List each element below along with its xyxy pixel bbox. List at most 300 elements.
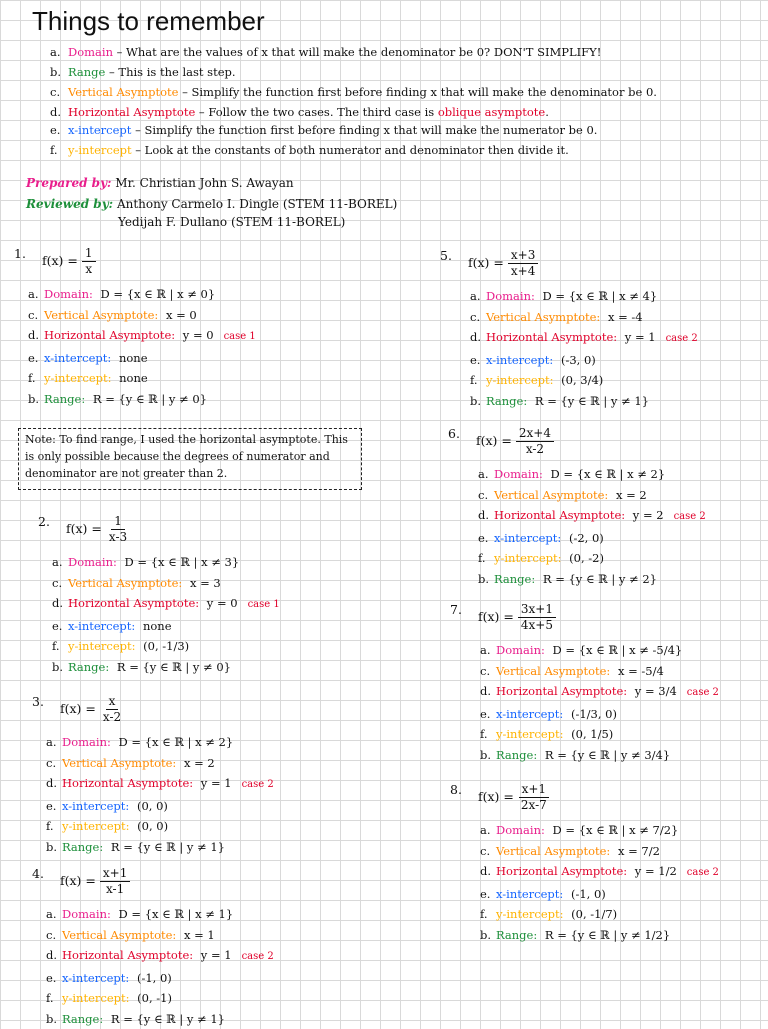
yint-label: y-intercept: xyxy=(496,907,564,921)
yint-value: (0, 3/4) xyxy=(558,373,604,387)
domain-value: D = {x ∈ ℝ | x ≠ 2} xyxy=(115,735,233,749)
guide-letter: c. xyxy=(50,84,68,100)
row-ha xyxy=(28,325,256,348)
ha-value: y = 0 xyxy=(203,596,237,610)
guide-line-5 xyxy=(50,122,597,138)
fraction xyxy=(100,866,130,897)
problem-function xyxy=(32,858,274,898)
problem-5 xyxy=(440,240,698,411)
problem-7 xyxy=(450,594,719,765)
guide-letter: f. xyxy=(50,142,68,158)
row-letter: a. xyxy=(46,904,62,925)
row-letter: b. xyxy=(46,837,62,858)
reviewer-2 xyxy=(118,215,345,229)
guide-text: – This is the last step. xyxy=(105,65,235,79)
case-label: case 2 xyxy=(674,511,706,522)
case-label: case 2 xyxy=(666,333,698,344)
row-xint xyxy=(52,616,280,637)
row-range xyxy=(470,391,698,412)
va-label: Vertical Asymptote: xyxy=(486,310,600,324)
row-letter: b. xyxy=(478,569,494,590)
row-range xyxy=(46,837,274,858)
yint-value: (0, 0) xyxy=(134,819,169,833)
note-text: Note: To find range, I used the horizontal asymptote. This is only possible because the degrees of numerator and denominator are not greater than 2. xyxy=(25,433,348,480)
row-range xyxy=(480,925,719,946)
row-va xyxy=(480,841,719,862)
preparer-name: Mr. Christian John S. Awayan xyxy=(115,176,293,190)
prepared-by xyxy=(26,176,294,190)
xint-value: (-2, 0) xyxy=(565,531,603,545)
row-letter: d. xyxy=(46,773,62,794)
domain-label: Domain: xyxy=(44,287,93,301)
function-expression xyxy=(42,246,96,277)
row-va xyxy=(480,661,719,682)
denominator: x-2 xyxy=(523,442,547,457)
row-va xyxy=(28,305,256,326)
row-yint xyxy=(28,368,256,389)
guide-term: y-intercept xyxy=(68,143,132,157)
row-range xyxy=(46,1009,274,1029)
problem-number: 5. xyxy=(440,248,452,263)
problem-number: 6. xyxy=(448,426,460,441)
problem-answers xyxy=(28,284,256,409)
va-value: x = 1 xyxy=(180,928,214,942)
row-ha xyxy=(46,773,274,796)
va-value: x = 7/2 xyxy=(614,844,660,858)
yint-label: y-intercept: xyxy=(68,639,136,653)
row-ha xyxy=(480,681,719,704)
reviewed-by xyxy=(26,197,397,211)
function-expression xyxy=(60,694,124,725)
prepared-label: Prepared by: xyxy=(26,176,111,190)
row-yint xyxy=(478,548,706,569)
yint-label: y-intercept: xyxy=(496,727,564,741)
problem-answers xyxy=(52,552,280,677)
row-letter: a. xyxy=(28,284,44,305)
va-value: x = 2 xyxy=(180,756,214,770)
row-letter: e. xyxy=(470,350,486,371)
guide-text: – Simplify the function first before finding x that will make the numerator be 0. xyxy=(131,123,597,137)
xint-label: x-intercept: xyxy=(68,619,135,633)
guide-line-4 xyxy=(50,104,549,120)
denominator: x xyxy=(82,262,95,277)
row-letter: f. xyxy=(52,636,68,657)
domain-value: D = {x ∈ ℝ | x ≠ 2} xyxy=(547,467,665,481)
guide-text: – Follow the two cases. The third case is xyxy=(195,105,438,119)
range-label: Range: xyxy=(496,748,537,762)
reviewer-name-2: Yedijah F. Dullano (STEM 11-BOREL) xyxy=(118,215,345,229)
row-letter: a. xyxy=(52,552,68,573)
denominator: x-1 xyxy=(103,882,127,897)
row-va xyxy=(52,573,280,594)
va-label: Vertical Asymptote: xyxy=(496,664,610,678)
xint-label: x-intercept: xyxy=(496,887,563,901)
ha-label: Horizontal Asymptote: xyxy=(496,864,627,878)
xint-value: (-1/3, 0) xyxy=(567,707,617,721)
function-expression xyxy=(60,866,130,897)
domain-label: Domain: xyxy=(496,823,545,837)
row-range xyxy=(28,389,256,410)
xint-value: (-1, 0) xyxy=(133,971,171,985)
problem-answers xyxy=(470,286,698,411)
row-range xyxy=(480,745,719,766)
ha-value: y = 0 xyxy=(179,328,213,342)
problem-function xyxy=(450,774,719,814)
va-value: x = -5/4 xyxy=(614,664,663,678)
ha-value: y = 1 xyxy=(621,330,655,344)
row-letter: b. xyxy=(480,745,496,766)
ha-value: y = 3/4 xyxy=(631,684,677,698)
domain-value: D = {x ∈ ℝ | x ≠ -5/4} xyxy=(549,643,682,657)
row-letter: c. xyxy=(480,661,496,682)
row-domain xyxy=(480,640,719,661)
domain-value: D = {x ∈ ℝ | x ≠ 7/2} xyxy=(549,823,678,837)
row-letter: c. xyxy=(478,485,494,506)
range-label: Range: xyxy=(486,394,527,408)
function-name: f(x) = xyxy=(468,255,504,270)
domain-label: Domain: xyxy=(68,555,117,569)
row-xint xyxy=(28,348,256,369)
row-domain xyxy=(470,286,698,307)
case-label: case 1 xyxy=(224,331,256,342)
row-letter: c. xyxy=(46,925,62,946)
problem-number: 8. xyxy=(450,782,462,797)
va-label: Vertical Asymptote: xyxy=(494,488,608,502)
range-label: Range: xyxy=(496,928,537,942)
range-value: R = {y ∈ ℝ | y ≠ 1} xyxy=(531,394,649,408)
function-expression xyxy=(468,248,538,279)
yint-label: y-intercept: xyxy=(44,371,112,385)
row-letter: a. xyxy=(46,732,62,753)
guide-term: Vertical Asymptote xyxy=(68,85,178,99)
range-value: R = {y ∈ ℝ | y ≠ 3/4} xyxy=(541,748,670,762)
problem-number: 3. xyxy=(32,694,44,709)
numerator: 1 xyxy=(82,246,96,262)
problem-function xyxy=(448,418,706,458)
problem-3 xyxy=(32,686,274,857)
problem-8 xyxy=(450,774,719,945)
fraction xyxy=(508,248,538,279)
row-yint xyxy=(46,988,274,1009)
denominator: x+4 xyxy=(508,264,538,279)
denominator: 2x-7 xyxy=(518,798,550,813)
ha-label: Horizontal Asymptote: xyxy=(62,948,193,962)
domain-value: D = {x ∈ ℝ | x ≠ 3} xyxy=(121,555,239,569)
yint-value: (0, -1/7) xyxy=(568,907,618,921)
row-letter: c. xyxy=(480,841,496,862)
xint-label: x-intercept: xyxy=(494,531,561,545)
problem-number: 7. xyxy=(450,602,462,617)
case-label: case 1 xyxy=(248,599,280,610)
numerator: x+3 xyxy=(508,248,538,264)
yint-label: y-intercept: xyxy=(486,373,554,387)
guide-text: – Look at the constants of both numerator and denominator then divide it. xyxy=(132,143,569,157)
yint-label: y-intercept: xyxy=(62,819,130,833)
row-ha xyxy=(480,861,719,884)
va-label: Vertical Asymptote: xyxy=(68,576,182,590)
range-value: R = {y ∈ ℝ | y ≠ 0} xyxy=(89,392,207,406)
domain-label: Domain: xyxy=(496,643,545,657)
row-yint xyxy=(480,904,719,925)
row-range xyxy=(52,657,280,678)
row-letter: d. xyxy=(470,327,486,348)
function-expression xyxy=(476,426,554,457)
row-domain xyxy=(480,820,719,841)
domain-value: D = {x ∈ ℝ | x ≠ 4} xyxy=(539,289,657,303)
row-letter: f. xyxy=(46,816,62,837)
row-xint xyxy=(480,704,719,725)
row-ha xyxy=(478,505,706,528)
guide-term: Range xyxy=(68,65,105,79)
xint-value: (0, 0) xyxy=(133,799,168,813)
numerator: x+1 xyxy=(519,782,549,798)
guide-line-3 xyxy=(50,84,657,100)
ha-label: Horizontal Asymptote: xyxy=(44,328,175,342)
guide-term: x-intercept xyxy=(68,123,131,137)
problem-answers xyxy=(46,904,274,1029)
guide-term: Domain xyxy=(68,45,113,59)
problem-2 xyxy=(38,506,280,677)
case-label: case 2 xyxy=(242,951,274,962)
yint-label: y-intercept: xyxy=(62,991,130,1005)
row-xint xyxy=(478,528,706,549)
case-label: case 2 xyxy=(687,867,719,878)
note-box xyxy=(18,428,362,490)
function-name: f(x) = xyxy=(478,789,514,804)
guide-tail: . xyxy=(545,105,549,119)
yint-value: (0, -1/3) xyxy=(140,639,190,653)
row-letter: c. xyxy=(52,573,68,594)
guide-extra: oblique asymptote xyxy=(438,105,545,119)
problem-function xyxy=(32,686,274,726)
row-letter: d. xyxy=(478,505,494,526)
row-domain xyxy=(52,552,280,573)
va-value: x = 2 xyxy=(612,488,646,502)
ha-value: y = 1/2 xyxy=(631,864,677,878)
row-letter: f. xyxy=(480,904,496,925)
yint-value: (0, -1) xyxy=(134,991,172,1005)
guide-line-6 xyxy=(50,142,569,158)
reviewer-name-1: Anthony Carmelo I. Dingle (STEM 11-BOREL) xyxy=(117,197,397,211)
case-label: case 2 xyxy=(242,779,274,790)
row-letter: c. xyxy=(46,753,62,774)
guide-text: – Simplify the function first before finding x that will make the denominator be 0. xyxy=(178,85,656,99)
row-yint xyxy=(52,636,280,657)
ha-value: y = 1 xyxy=(197,948,231,962)
problem-function xyxy=(440,240,698,280)
function-expression xyxy=(66,514,130,545)
numerator: 1 xyxy=(111,514,125,530)
problem-function xyxy=(38,506,280,546)
range-label: Range: xyxy=(62,1012,103,1026)
domain-label: Domain: xyxy=(62,735,111,749)
row-va xyxy=(46,753,274,774)
row-letter: f. xyxy=(480,724,496,745)
range-value: R = {y ∈ ℝ | y ≠ 1} xyxy=(107,840,225,854)
ha-label: Horizontal Asymptote: xyxy=(494,508,625,522)
numerator: 3x+1 xyxy=(518,602,556,618)
row-letter: e. xyxy=(480,704,496,725)
xint-label: x-intercept: xyxy=(62,971,129,985)
function-name: f(x) = xyxy=(476,433,512,448)
row-va xyxy=(478,485,706,506)
denominator: x-2 xyxy=(100,710,124,725)
row-letter: d. xyxy=(28,325,44,346)
range-value: R = {y ∈ ℝ | y ≠ 0} xyxy=(113,660,231,674)
guide-letter: e. xyxy=(50,122,68,138)
function-name: f(x) = xyxy=(60,873,96,888)
fraction xyxy=(82,246,96,277)
row-letter: a. xyxy=(470,286,486,307)
row-xint xyxy=(470,350,698,371)
guide-letter: b. xyxy=(50,64,68,80)
xint-label: x-intercept: xyxy=(496,707,563,721)
row-domain xyxy=(28,284,256,305)
yint-value: (0, -2) xyxy=(566,551,604,565)
va-value: x = 3 xyxy=(186,576,220,590)
function-name: f(x) = xyxy=(60,701,96,716)
row-ha xyxy=(470,327,698,350)
row-letter: b. xyxy=(480,925,496,946)
domain-label: Domain: xyxy=(62,907,111,921)
xint-label: x-intercept: xyxy=(44,351,111,365)
xint-value: none xyxy=(115,351,147,365)
guide-term: Horizontal Asymptote xyxy=(68,105,195,119)
va-label: Vertical Asymptote: xyxy=(62,756,176,770)
problem-6 xyxy=(448,418,706,589)
row-letter: e. xyxy=(46,968,62,989)
row-letter: f. xyxy=(470,370,486,391)
ha-label: Horizontal Asymptote: xyxy=(62,776,193,790)
problem-answers xyxy=(46,732,274,857)
row-letter: e. xyxy=(28,348,44,369)
guide-line-2 xyxy=(50,64,236,80)
row-domain xyxy=(478,464,706,485)
va-label: Vertical Asymptote: xyxy=(496,844,610,858)
range-value: R = {y ∈ ℝ | y ≠ 1} xyxy=(107,1012,225,1026)
range-label: Range: xyxy=(62,840,103,854)
row-yint xyxy=(46,816,274,837)
problem-function xyxy=(14,238,256,278)
row-letter: d. xyxy=(480,681,496,702)
row-ha xyxy=(46,945,274,968)
denominator: 4x+5 xyxy=(518,618,556,633)
function-expression xyxy=(478,782,550,813)
guide-letter: a. xyxy=(50,44,68,60)
row-letter: a. xyxy=(478,464,494,485)
ha-value: y = 1 xyxy=(197,776,231,790)
problem-number: 1. xyxy=(14,246,26,261)
row-va xyxy=(46,925,274,946)
problem-4 xyxy=(32,858,274,1029)
row-xint xyxy=(46,968,274,989)
row-yint xyxy=(480,724,719,745)
problem-number: 4. xyxy=(32,866,44,881)
ha-label: Horizontal Asymptote: xyxy=(496,684,627,698)
row-domain xyxy=(46,904,274,925)
yint-label: y-intercept: xyxy=(494,551,562,565)
fraction xyxy=(518,602,556,633)
row-letter: c. xyxy=(28,305,44,326)
range-label: Range: xyxy=(68,660,109,674)
domain-label: Domain: xyxy=(494,467,543,481)
row-letter: f. xyxy=(478,548,494,569)
fraction xyxy=(518,782,550,813)
domain-value: D = {x ∈ ℝ | x ≠ 0} xyxy=(97,287,215,301)
row-letter: f. xyxy=(28,368,44,389)
va-label: Vertical Asymptote: xyxy=(44,308,158,322)
problem-1 xyxy=(14,238,256,409)
row-letter: e. xyxy=(478,528,494,549)
reviewed-label: Reviewed by: xyxy=(26,197,113,211)
va-value: x = 0 xyxy=(162,308,196,322)
yint-value: none xyxy=(116,371,148,385)
row-xint xyxy=(46,796,274,817)
domain-label: Domain: xyxy=(486,289,535,303)
fraction xyxy=(100,694,124,725)
xint-value: none xyxy=(139,619,171,633)
fraction xyxy=(106,514,130,545)
row-letter: e. xyxy=(46,796,62,817)
row-letter: d. xyxy=(52,593,68,614)
row-letter: c. xyxy=(470,307,486,328)
xint-label: x-intercept: xyxy=(486,353,553,367)
guide-line-1 xyxy=(50,44,601,60)
denominator: x-3 xyxy=(106,530,130,545)
row-range xyxy=(478,569,706,590)
problem-answers xyxy=(478,464,706,589)
row-letter: a. xyxy=(480,820,496,841)
problem-number: 2. xyxy=(38,514,50,529)
row-letter: a. xyxy=(480,640,496,661)
function-name: f(x) = xyxy=(66,521,102,536)
xint-value: (-3, 0) xyxy=(557,353,595,367)
va-value: x = -4 xyxy=(604,310,642,324)
row-xint xyxy=(480,884,719,905)
guide-letter: d. xyxy=(50,104,68,120)
range-label: Range: xyxy=(494,572,535,586)
row-letter: b. xyxy=(470,391,486,412)
yint-value: (0, 1/5) xyxy=(568,727,614,741)
row-va xyxy=(470,307,698,328)
guide-text: – What are the values of x that will make the denominator be 0? DON'T SIMPLIFY! xyxy=(113,45,601,59)
ha-label: Horizontal Asymptote: xyxy=(486,330,617,344)
page-title: Things to remember xyxy=(32,6,265,37)
xint-label: x-intercept: xyxy=(62,799,129,813)
function-name: f(x) = xyxy=(478,609,514,624)
row-letter: e. xyxy=(480,884,496,905)
row-letter: b. xyxy=(28,389,44,410)
domain-value: D = {x ∈ ℝ | x ≠ 1} xyxy=(115,907,233,921)
xint-value: (-1, 0) xyxy=(567,887,605,901)
numerator: x+1 xyxy=(100,866,130,882)
range-value: R = {y ∈ ℝ | y ≠ 1/2} xyxy=(541,928,670,942)
row-ha xyxy=(52,593,280,616)
function-expression xyxy=(478,602,556,633)
row-letter: e. xyxy=(52,616,68,637)
ha-label: Horizontal Asymptote: xyxy=(68,596,199,610)
row-domain xyxy=(46,732,274,753)
row-letter: b. xyxy=(52,657,68,678)
fraction xyxy=(516,426,554,457)
numerator: x xyxy=(106,694,119,710)
numerator: 2x+4 xyxy=(516,426,554,442)
problem-answers xyxy=(480,640,719,765)
row-letter: f. xyxy=(46,988,62,1009)
problem-function xyxy=(450,594,719,634)
row-letter: d. xyxy=(46,945,62,966)
row-yint xyxy=(470,370,698,391)
